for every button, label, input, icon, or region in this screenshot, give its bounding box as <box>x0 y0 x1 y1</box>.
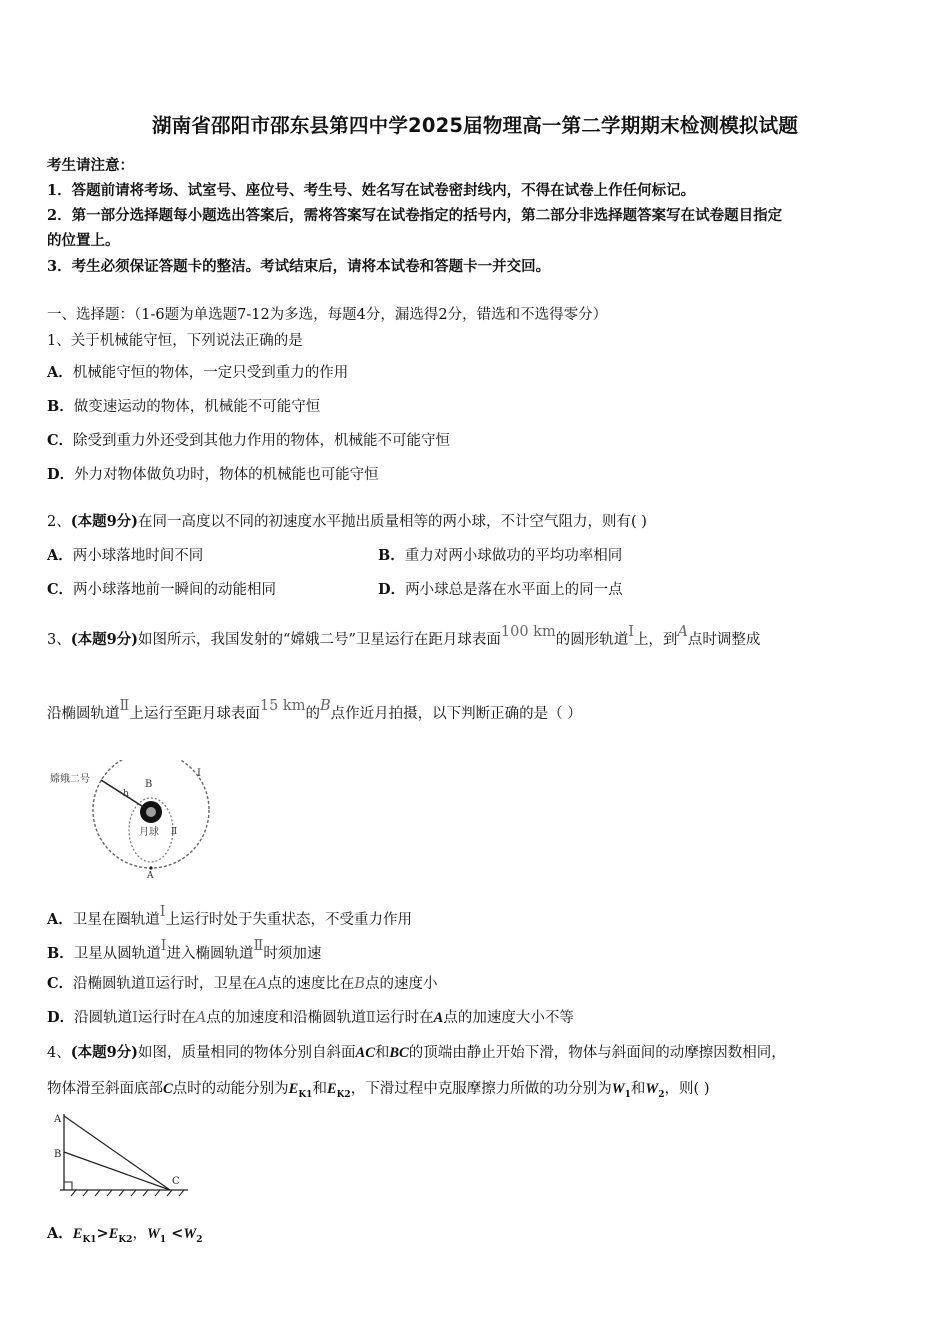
q4-stem-line2: 物体滑至斜面底部C点时的动能分别为$E_{K1}$和$E_{K2}$，下滑过程中克服摩擦力所做的功分别为$W_1$和$W_2$，则( ) <box>47 1081 710 1100</box>
notice-item: 的位置上。 <box>47 232 120 249</box>
moon-highlight <box>146 807 156 817</box>
q1-option-b: B．做变速运动的物体，机械能不可能守恒 <box>47 398 321 415</box>
q3-option-a: A．卫星在圈轨道Ⅰ上运行时处于失重状态，不受重力作用 <box>47 904 412 928</box>
label-b: B <box>145 779 153 790</box>
q1-option-a: A．机械能守恒的物体，一定只受到重力的作用 <box>47 364 349 381</box>
moon-label: 月球 <box>139 827 159 838</box>
q4-stem-line1: 4、(本题9分)如图，质量相同的物体分别自斜面AC和BC的顶端由静止开始下滑，物体与斜面间的动摩擦因数相同， <box>47 1044 786 1061</box>
q1-option-c: C．除受到重力外还受到其他力作用的物体，机械能不可能守恒 <box>47 432 451 449</box>
q1-option-d: D．外力对物体做负功时，物体的机械能也可能守恒 <box>47 466 379 483</box>
label-b: B <box>54 1149 62 1160</box>
section-heading: 一、选择题：（1-6题为单选题7-12为多选，每题4分，漏选得2分，错选和不选得零分） <box>47 307 608 323</box>
satellite-label: 嫦娥二号 <box>50 774 90 785</box>
label-c: C <box>172 1176 180 1187</box>
notice-item: 1．答题前请将考场、试室号、座位号、考生号、姓名写在试卷密封线内，不得在试卷上作任何标记。 <box>47 182 696 199</box>
q3-option-d: D．沿圆轨道Ⅰ运行时在A点的加速度和沿椭圆轨道Ⅱ运行时在A点的加速度大小不等 <box>47 1009 574 1026</box>
point-a-dot <box>149 866 152 869</box>
q3-stem-line2: 沿椭圆轨道Ⅱ上运行至距月球表面15 km的B点作近月拍摄，以下判断正确的是（ ） <box>47 698 582 722</box>
incline-bc <box>64 1152 170 1190</box>
q4-option-a: A．$E_{K1}>E_{K2}$，$W_1 <W_2$ <box>47 1225 203 1245</box>
label-orbit-2: Ⅱ <box>171 827 178 837</box>
q2-option-c: C．两小球落地前一瞬间的动能相同 <box>47 581 277 598</box>
label-a: A <box>147 871 154 878</box>
label-h: h <box>123 789 129 799</box>
q2-option-a: A．两小球落地时间不同 <box>47 547 204 564</box>
q3-option-c: C．沿椭圆轨道Ⅱ运行时，卫星在A点的速度比在B点的速度小 <box>47 975 438 992</box>
orbit-figure <box>47 760 217 878</box>
page-title: 湖南省邵阳市邵东县第四中学2025届物理高一第二学期期末检测模拟试题 <box>151 114 799 137</box>
label-orbit-1: Ⅰ <box>197 768 201 779</box>
notice-heading: 考生请注意： <box>47 157 134 174</box>
incline-figure <box>50 1110 195 1202</box>
label-a: A <box>54 1114 62 1125</box>
q2-stem: 2、(本题9分)在同一高度以不同的初速度水平抛出质量相等的两小球，不计空气阻力，则有( ) <box>47 513 647 530</box>
incline-ac <box>64 1116 170 1190</box>
right-angle-mark <box>64 1182 72 1190</box>
notice-item: 2．第一部分选择题每小题选出答案后，需将答案写在试卷指定的括号内，第二部分非选择题答案写在试卷题目指定 <box>47 207 783 224</box>
q3-stem-line1: 3、(本题9分)如图所示，我国发射的“嫦娥二号”卫星运行在距月球表面100 km的圆形轨道Ⅰ上，到A点时调整成 <box>47 624 761 648</box>
q2-option-b: B．重力对两小球做功的平均功率相同 <box>378 547 623 564</box>
notice-item: 3．考生必须保证答题卡的整洁。考试结束后，请将本试卷和答题卡一并交回。 <box>47 258 551 275</box>
ground-hatching <box>71 1190 184 1196</box>
q3-option-b: B．卫星从圆轨道Ⅰ进入椭圆轨道Ⅱ时须加速 <box>47 938 322 962</box>
q1-stem: 1、关于机械能守恒，下列说法正确的是 <box>47 333 303 349</box>
q2-option-d: D．两小球总是落在水平面上的同一点 <box>378 581 623 598</box>
